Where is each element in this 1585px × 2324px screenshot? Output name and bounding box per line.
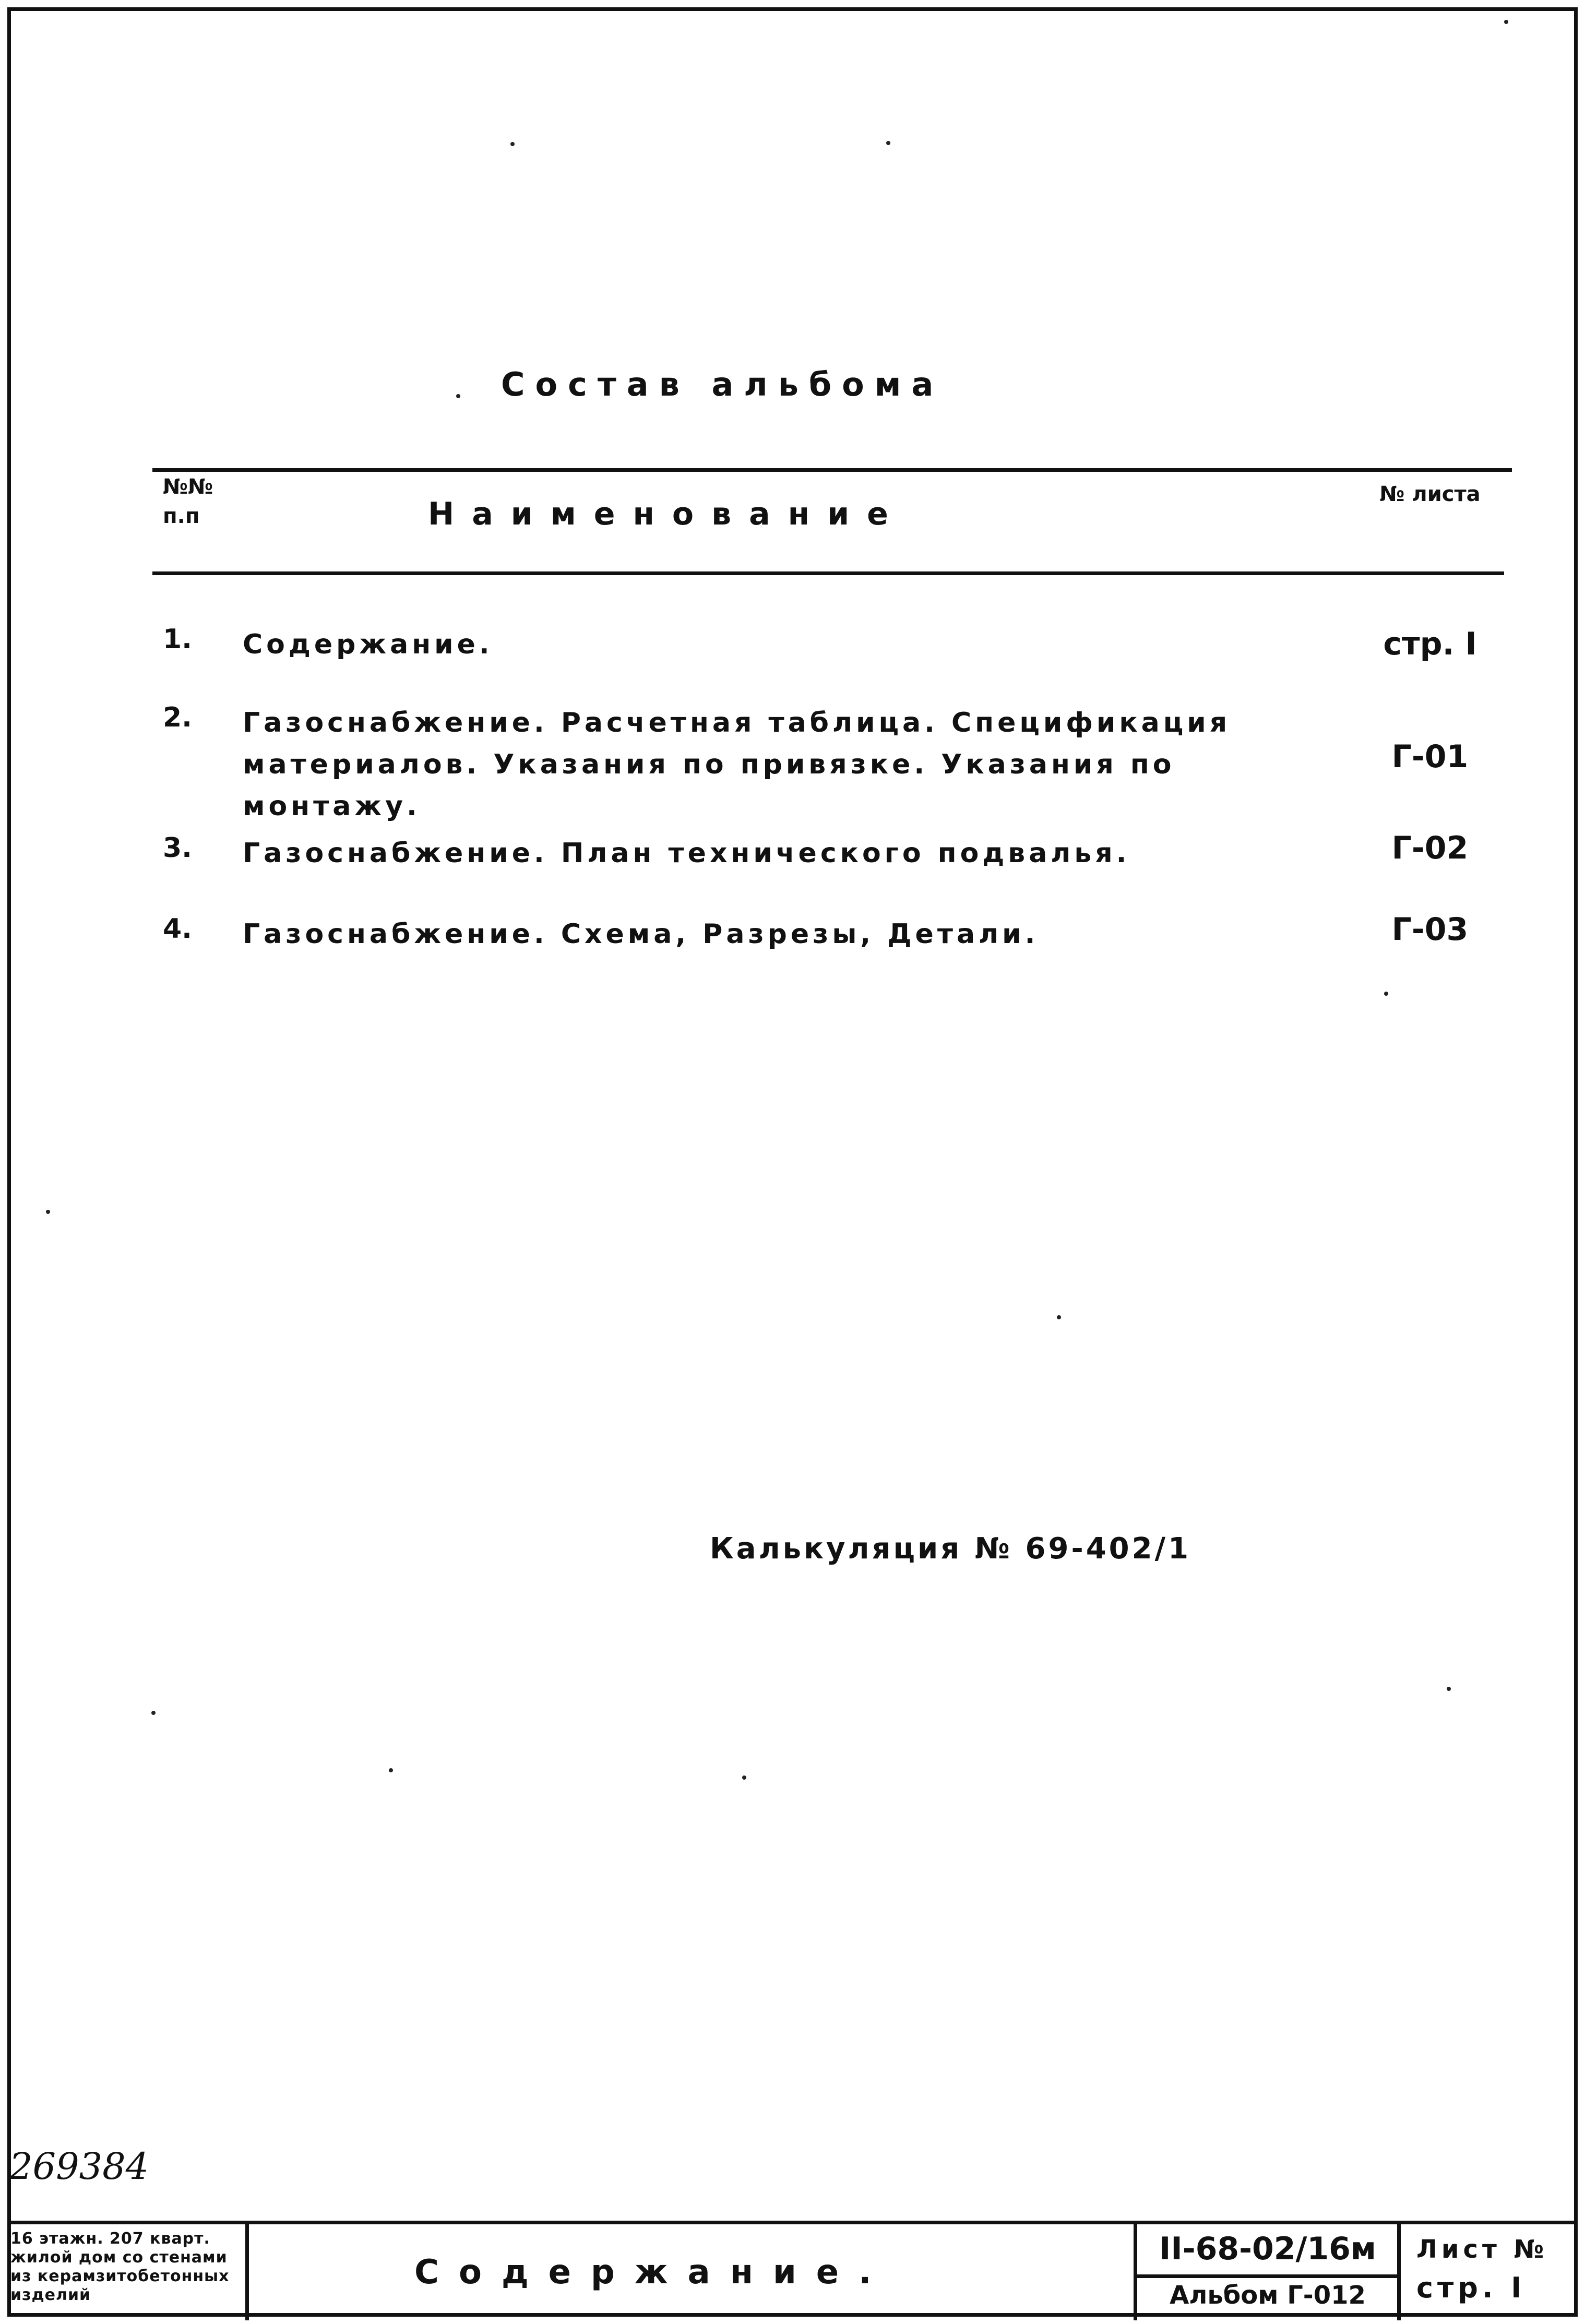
title-block-divider [245, 2224, 249, 2320]
sheet-title: Содержание. [414, 2253, 891, 2292]
row-number: 3. [163, 832, 192, 864]
speck [886, 141, 890, 145]
title-block-divider [1397, 2224, 1401, 2320]
page-title: Состав альбома [501, 365, 944, 403]
project-code: II-68-02/16м [1159, 2231, 1376, 2267]
speck [151, 1711, 156, 1715]
project-description: 16 этажн. 207 кварт. жилой дом со стенами из керамзитобетонных изделий [10, 2230, 230, 2304]
album-number: Альбом Г-012 [1170, 2281, 1366, 2310]
speck [1447, 1687, 1451, 1691]
row-name: Содержание. [243, 629, 493, 660]
header-number: №№ п.п [163, 475, 213, 528]
row-number: 2. [163, 702, 192, 733]
speck [389, 1768, 393, 1772]
row-name: Газоснабжение. План технического подвалья. [243, 838, 1130, 869]
inventory-number: 269384 [9, 2145, 149, 2188]
row-sheet: Г-01 [1391, 738, 1469, 775]
speck [1504, 20, 1508, 24]
sheet-number-value: стр. I [1416, 2271, 1526, 2304]
table-top-rule [152, 468, 1512, 472]
drawing-frame [7, 7, 1578, 2317]
header-name: Наименование [428, 496, 906, 532]
row-sheet: стр. I [1383, 626, 1477, 662]
speck [46, 1210, 50, 1214]
speck [1057, 1315, 1061, 1319]
table-header-rule [152, 571, 1504, 575]
header-sheet: № листа [1379, 482, 1481, 506]
calculation-number: Калькуляция № 69-402/1 [710, 1532, 1191, 1566]
sheet-number-label: Лист № [1416, 2235, 1548, 2264]
title-block-divider [1134, 2224, 1137, 2320]
row-name: Газоснабжение. Расчетная таблица. Спецификация материалов. Указания по привязке. Указания по монтажу. [243, 707, 1231, 822]
title-block [7, 2221, 1578, 2317]
row-sheet: Г-03 [1391, 911, 1469, 948]
speck [742, 1775, 746, 1780]
row-number: 1. [163, 624, 192, 655]
speck [456, 394, 460, 398]
speck [510, 142, 515, 146]
row-number: 4. [163, 913, 192, 945]
row-name: Газоснабжение. Схема, Разрезы, Детали. [243, 919, 1039, 950]
speck [1384, 992, 1388, 996]
row-sheet: Г-02 [1391, 830, 1469, 866]
title-block-divider [1134, 2274, 1397, 2278]
